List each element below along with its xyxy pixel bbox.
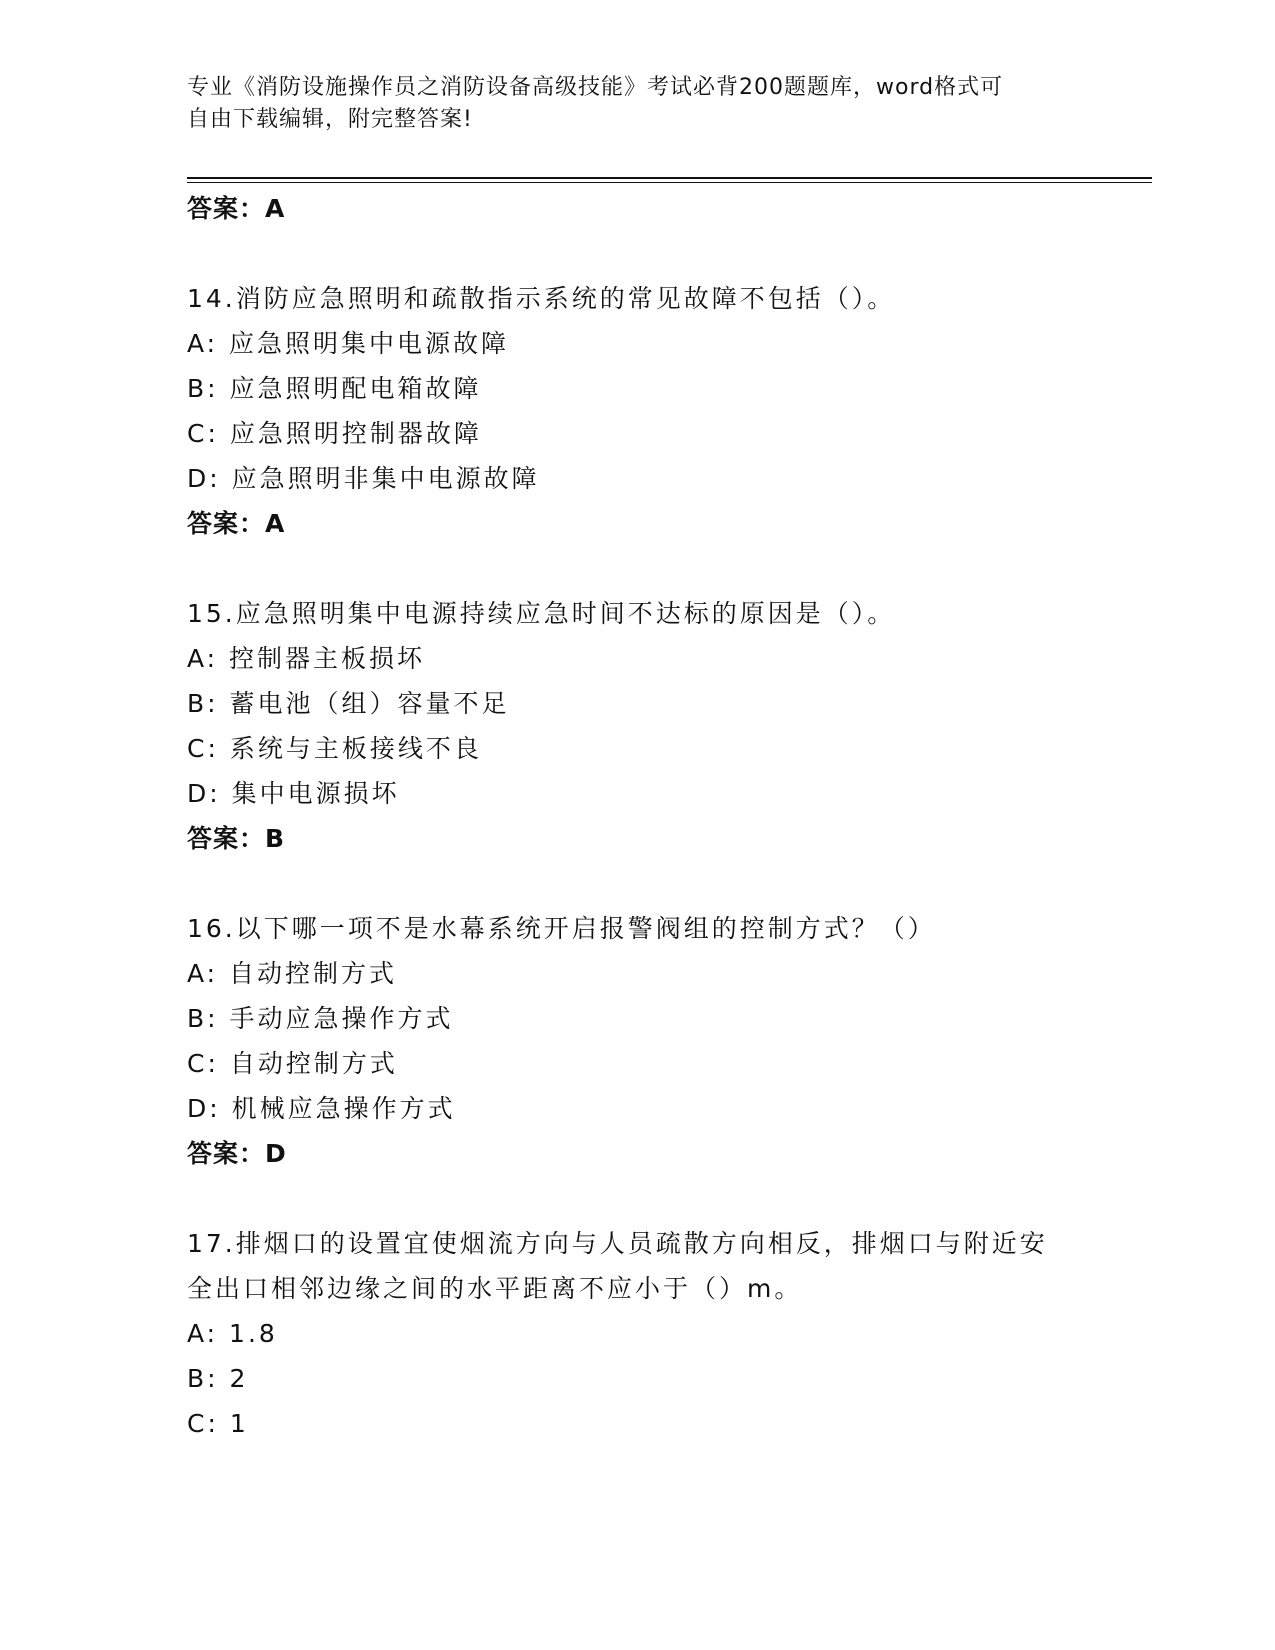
question-14-option-c: C: 应急照明控制器故障	[187, 419, 482, 448]
question-15-option-a: A: 控制器主板损坏	[187, 644, 426, 673]
question-14-stem: 14.消防应急照明和疏散指示系统的常见故障不包括（）。	[187, 284, 896, 313]
question-14-option-a: A: 应急照明集中电源故障	[187, 329, 510, 358]
question-14-answer: 答案：A	[187, 509, 286, 538]
question-17-stem-line-2: 全出口相邻边缘之间的水平距离不应小于（）m。	[187, 1274, 803, 1303]
question-15-answer: 答案：B	[187, 824, 286, 853]
question-16-option-c: C: 自动控制方式	[187, 1049, 398, 1078]
question-16-option-a: A: 自动控制方式	[187, 959, 398, 988]
document-header	[187, 72, 1087, 136]
question-15-option-b: B: 蓄电池（组）容量不足	[187, 689, 510, 718]
previous-answer: 答案：A	[187, 194, 286, 223]
question-15-option-c: C: 系统与主板接线不良	[187, 734, 482, 763]
question-17-stem-line-1: 17.排烟口的设置宜使烟流方向与人员疏散方向相反，排烟口与附近安	[187, 1229, 1048, 1258]
question-14-option-d: D: 应急照明非集中电源故障	[187, 464, 540, 493]
question-15-stem: 15.应急照明集中电源持续应急时间不达标的原因是（）。	[187, 599, 896, 628]
question-14-option-b: B: 应急照明配电箱故障	[187, 374, 482, 403]
question-17-option-b: B: 2	[187, 1364, 249, 1393]
header-line-2: 自由下载编辑，附完整答案!	[187, 107, 473, 132]
header-line-1: 专业《消防设施操作员之消防设备高级技能》考试必背200题题库，word格式可	[187, 75, 1004, 100]
question-16-stem: 16.以下哪一项不是水幕系统开启报警阀组的控制方式？（）	[187, 914, 936, 943]
question-16-option-d: D: 机械应急操作方式	[187, 1094, 456, 1123]
header-divider-thin	[187, 182, 1152, 183]
question-15-option-d: D: 集中电源损坏	[187, 779, 400, 808]
question-16-option-b: B: 手动应急操作方式	[187, 1004, 454, 1033]
header-divider-thick	[187, 177, 1152, 179]
question-16-answer: 答案：D	[187, 1139, 287, 1168]
question-17-option-a: A: 1.8	[187, 1319, 278, 1348]
question-17-option-c: C: 1	[187, 1409, 249, 1438]
